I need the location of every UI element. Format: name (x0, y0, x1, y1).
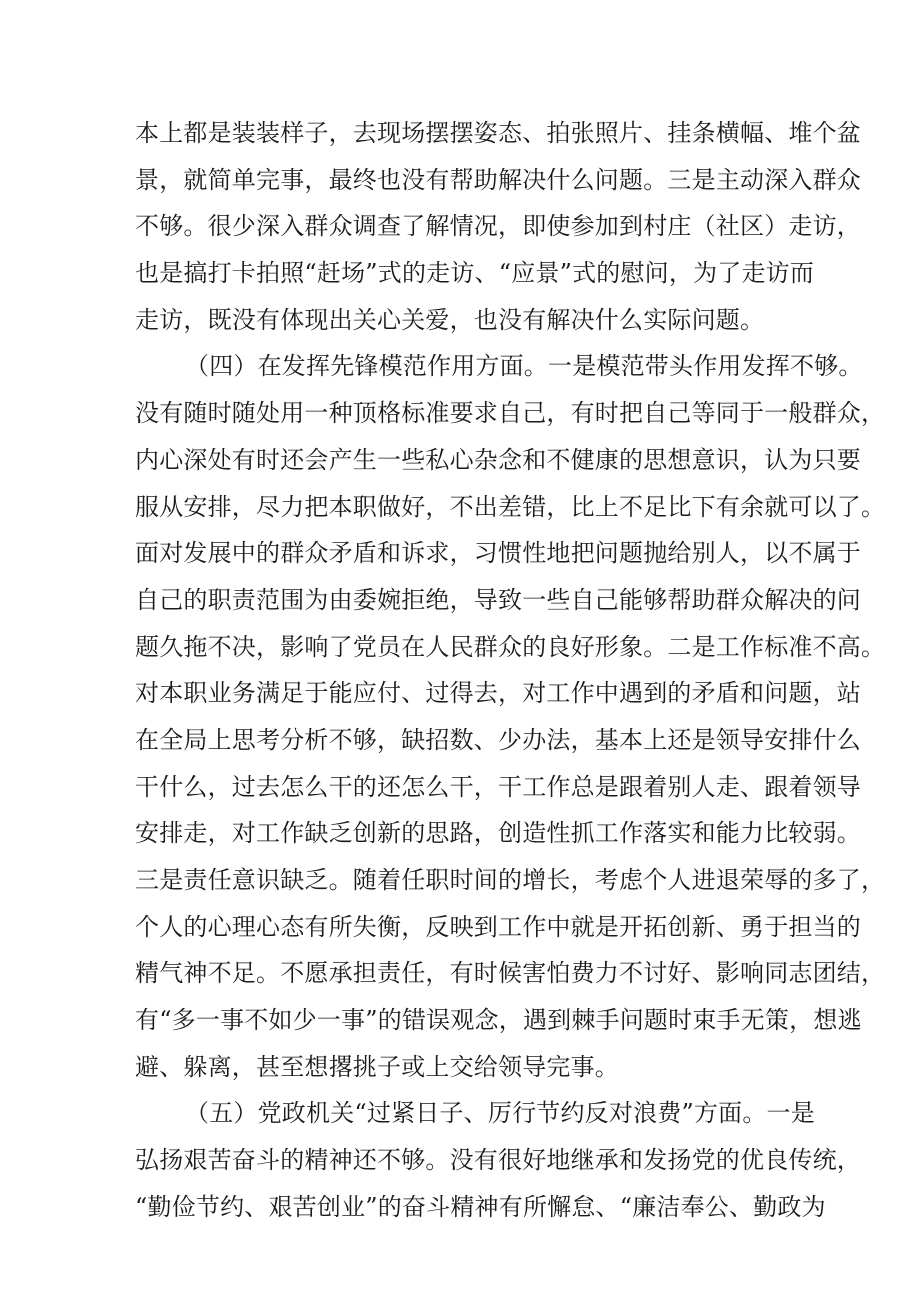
text-line: 服从安排，尽力把本职做好，不出差错，比上不足比下有余就可以了。 (135, 492, 886, 521)
text-line: 面对发展中的群众矛盾和诉求，习惯性地把问题抛给别人，以不属于 (135, 539, 861, 568)
text-line: 在全局上思考分析不够，缺招数、少办法，基本上还是领导安排什么 (135, 725, 861, 754)
document-body (135, 110, 886, 1231)
text-line: 弘扬艰苦奋斗的精神还不够。没有很好地继承和发扬党的优良传统， (135, 1146, 861, 1175)
text-line: 对本职业务满足于能应付、过得去，对工作中遇到的矛盾和问题，站 (135, 679, 861, 708)
text-line: 景，就简单完事，最终也没有帮助解决什么问题。三是主动深入群众 (135, 165, 861, 194)
text-line: “勤俭节约、艰苦创业”的奋斗精神有所懈怠、“廉洁奉公、勤政为 (135, 1192, 826, 1221)
text-line: 精气神不足。不愿承担责任，有时候害怕费力不讨好、影响同志团结， (135, 959, 886, 988)
text-line: 没有随时随处用一种顶格标准要求自己，有时把自己等同于一般群众， (135, 399, 886, 428)
text-line: 也是搞打卡拍照“赶场”式的走访、“应景”式的慰问，为了走访而 (135, 259, 815, 288)
text-line: 走访，既没有体现出关心关爱，也没有解决什么实际问题。 (135, 305, 765, 334)
text-line: 内心深处有时还会产生一些私心杂念和不健康的思想意识，认为只要 (135, 445, 861, 474)
text-line: 自己的职责范围为由委婉拒绝，导致一些自己能够帮助群众解决的问 (135, 585, 861, 614)
text-line: 题久拖不决，影响了党员在人民群众的良好形象。二是工作标准不高。 (135, 632, 886, 661)
text-line: 有“多一事不如少一事”的错误观念，遇到棘手问题时束手无策，想逃 (135, 1006, 862, 1035)
text-line: 本上都是装装样子，去现场摆摆姿态、拍张照片、挂条横幅、堆个盆 (135, 119, 861, 147)
section-heading-line: （五）党政机关“过紧日子、厉行节约反对浪费”方面。一是 (185, 1099, 815, 1128)
text-line: 避、躲离，甚至想撂挑子或上交给领导完事。 (135, 1052, 619, 1081)
section-heading-line: （四）在发挥先锋模范作用方面。一是模范带头作用发挥不够。 (185, 352, 863, 381)
text-line: 三是责任意识缺乏。随着任职时间的增长，考虑个人进退荣辱的多了， (135, 866, 886, 894)
text-line: 个人的心理心态有所失衡，反映到工作中就是开拓创新、勇于担当的 (135, 912, 861, 941)
text-line: 不够。很少深入群众调查了解情况，即使参加到村庄（社区）走访， (135, 212, 861, 241)
text-line: 安排走，对工作缺乏创新的思路，创造性抓工作落实和能力比较弱。 (135, 819, 861, 848)
text-line: 干什么，过去怎么干的还怎么干，干工作总是跟着别人走、跟着领导 (135, 772, 861, 801)
